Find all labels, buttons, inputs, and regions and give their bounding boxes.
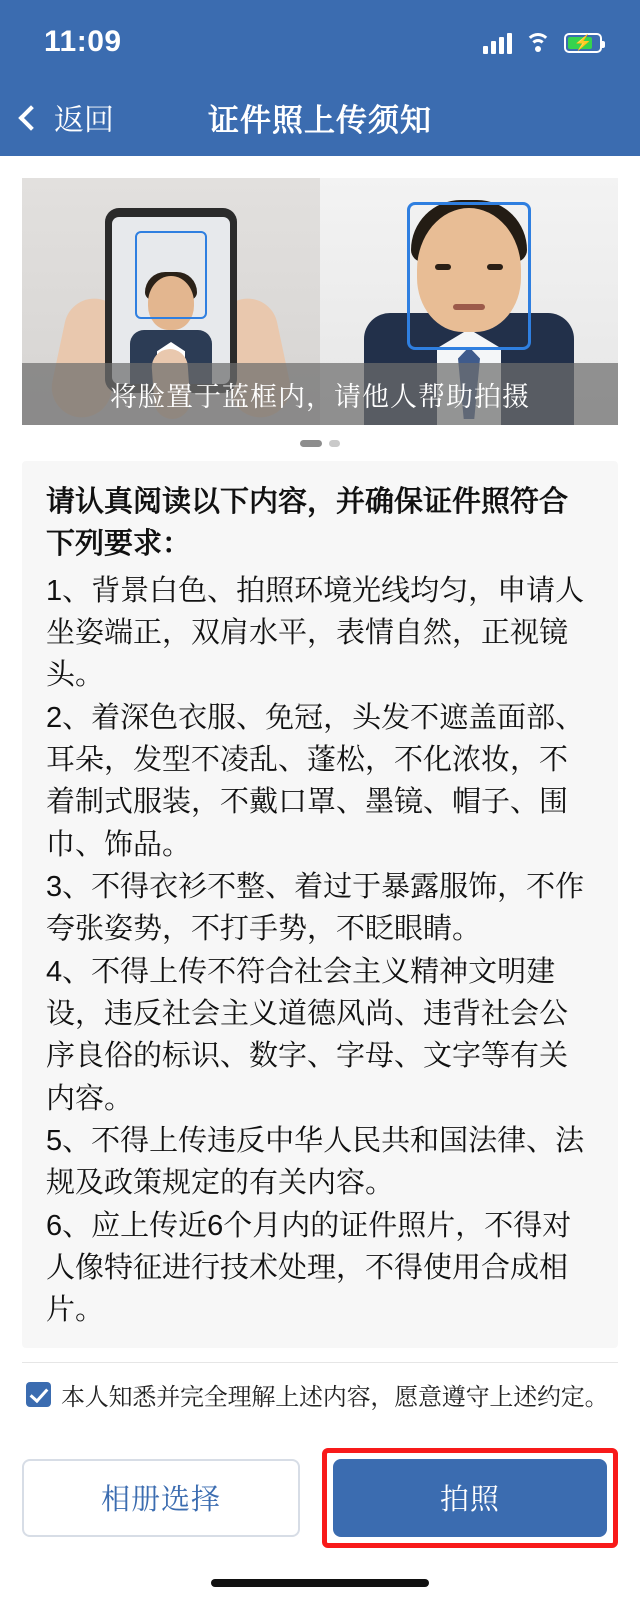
album-select-button[interactable]: 相册选择: [22, 1459, 300, 1537]
agreement-row[interactable]: [22, 1362, 618, 1422]
cellular-signal-icon: [483, 32, 512, 54]
page-title: 证件照上传须知: [208, 102, 432, 138]
take-photo-button[interactable]: 拍照: [333, 1459, 607, 1537]
back-button-label: 返回: [54, 104, 114, 137]
requirement-item: 4、不得上传不符合社会主义精神文明建设，违反社会主义道德风尚、违背社会公序良俗的标识、数字、字母、文字等有关内容。: [46, 955, 569, 1115]
banner-caption: 将脸置于蓝框内，请他人帮助拍摄: [22, 363, 618, 425]
home-indicator-area: [0, 1548, 640, 1618]
requirement-item: 6、应上传近6个月内的证件照片，不得对人像特征进行技术处理，不得使用合成相片。: [46, 1209, 572, 1327]
requirements-card: [22, 461, 618, 1348]
requirement-item: 3、不得衣衫不整、着过于暴露服饰，不作夸张姿势，不打手势，不眨眼睛。: [46, 870, 585, 946]
banner-carousel[interactable]: [22, 178, 618, 425]
battery-charging-icon: ⚡: [564, 33, 602, 53]
chevron-left-icon: [18, 105, 43, 130]
nav-bar: [0, 78, 640, 156]
carousel-dot[interactable]: [329, 440, 340, 447]
back-button[interactable]: [0, 95, 114, 139]
requirement-item: 2、着深色衣服、免冠，头发不遮盖面部、耳朵，发型不凌乱、蓬松，不化浓妆，不着制式服装，不戴口罩、墨镜、帽子、围巾、饰品。: [46, 701, 585, 861]
agreement-checkbox[interactable]: [26, 1382, 51, 1407]
status-time: 11:09: [44, 25, 122, 58]
banner-section: [0, 156, 640, 461]
requirement-item: 5、不得上传违反中华人民共和国法律、法规及政策规定的有关内容。: [46, 1124, 585, 1200]
wifi-icon: [525, 33, 551, 53]
action-bar: [0, 1422, 640, 1548]
camera-button-highlight: [322, 1448, 618, 1548]
status-icons: [483, 24, 602, 54]
requirements-heading: 请认真阅读以下内容，并确保证件照符合下列要求：: [46, 486, 569, 561]
carousel-pager[interactable]: [22, 425, 618, 461]
carousel-dot-active[interactable]: [300, 440, 322, 447]
status-bar: [0, 0, 640, 78]
requirement-item: 1、背景白色、拍照环境光线均匀，申请人坐姿端正，双肩水平，表情自然，正视镜头。: [46, 574, 585, 692]
agreement-label: 本人知悉并完全理解上述内容，愿意遵守上述约定。: [61, 1383, 609, 1411]
home-indicator[interactable]: [211, 1579, 429, 1587]
